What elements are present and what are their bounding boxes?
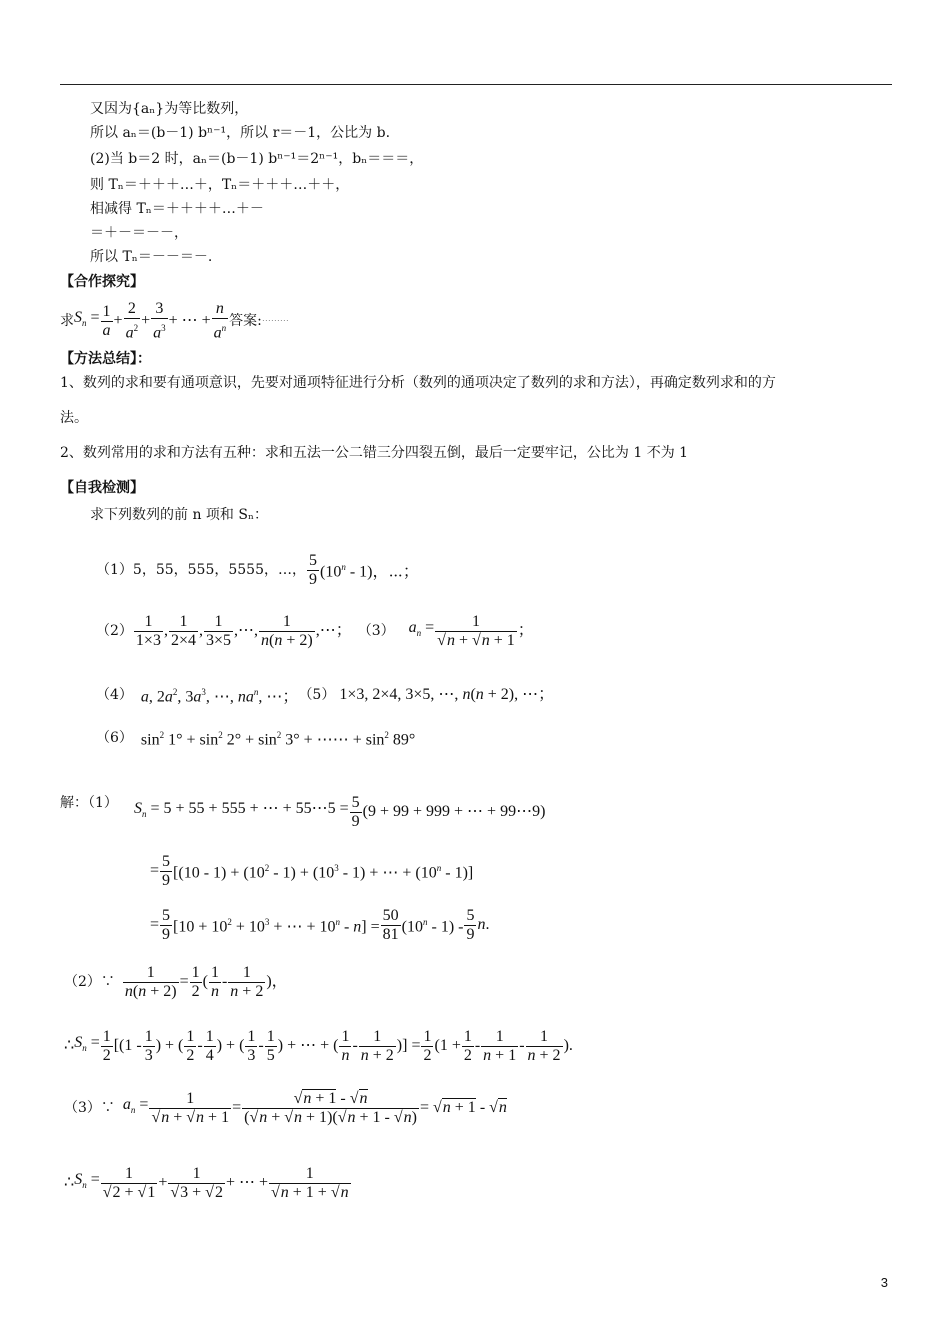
text-line: (2)当 b＝2 时，aₙ＝(b－1) bⁿ⁻¹＝2ⁿ⁻¹，bₙ＝＝＝， xyxy=(90,151,424,167)
coop-formula: 求 $S_n$ = $\frac{1}{a}$ + $\frac{2}{a^2}$ + $\frac{3}{a^3}$ + ⋯ + $\frac{n}{a^n}$ 答案: ⋯⋯⋯ xyxy=(60,299,289,342)
coop-prefix: 求 xyxy=(60,313,74,329)
problem-4-label: （4） xyxy=(96,687,133,703)
text-line: 又因为{aₙ}为等比数列， xyxy=(90,101,249,117)
solution-1-line-2: = $\frac{5}{9}$ [$(10 - 1) + (10^2 - 1) + (10^3 - 1)$ + ⋯ + $(10^n - 1)$] xyxy=(150,852,474,889)
problem-1-label: （1）5，55，555，5555，…， xyxy=(96,562,306,578)
answer-image: ⋯⋯⋯ xyxy=(261,316,289,326)
problem-2-label: （2） xyxy=(96,623,133,639)
method-item-1: 1、数列的求和要有通项意识，先要对通项特征进行分析（数列的通项决定了数列的求和方法），再确定数列求和的方 xyxy=(60,375,776,391)
text-line: 则 Tₙ＝＋＋＋…＋，Tₙ＝＋＋＋…＋＋， xyxy=(90,177,350,193)
text-line: 所以 Tₙ＝－－＝－. xyxy=(90,249,213,265)
text-line: ＝＋－＝－－， xyxy=(90,225,188,241)
solution-1-line-3: = $\frac{5}{9}$ [$10 + 10^2 + 10^3$ + ⋯ + $10^n - n$] = $\frac{50}{81}$ (10$^n$ - 1) - $\frac{5}{9}$ n . xyxy=(150,906,490,943)
problem-6: （6） $\sin^2 1^\circ + \sin^2 2^\circ + \sin^2 3^\circ$ + ⋯⋯ + $\sin^2 89^\circ$ xyxy=(96,730,416,749)
problem-5-label: （5） xyxy=(298,687,336,703)
solution-3-label: （3）∵ xyxy=(64,1100,115,1116)
method-item-1-cont: 法。 xyxy=(60,410,88,426)
solution-2-line-2: ∴ $S_n$ = $\frac{1}{2}$ [(1 - $\frac{1}{3}$ ) + ( $\frac{1}{2}$ - $\frac{1}{4}$ ) + ( $\frac{1}{3}$ - $\frac{1}{5}$ ) + ⋯ + ( $\frac{1}{n}$ - $\frac{1}{n + 2}$ )] = $\frac{1}{2}$ (1 + $\frac{1}{2}$ - $\frac{1}{n + 1}$ - $\frac{1}{n + 2}$ ). xyxy=(64,1027,573,1064)
problem-3-label: （3） xyxy=(357,623,395,639)
method-item-2: 2、数列常用的求和方法有五种：求和五法一公二错三分四裂五倒，最后一定要牢记，公比为 1 不为 1 xyxy=(60,445,689,461)
text-line: 相减得 Tₙ＝＋＋＋＋…＋－ xyxy=(90,201,264,217)
solution-1-line-1: $S_n = 5 + 55 + 555$ + ⋯ + 55⋯5 = $\frac{5}{9}$ (9 + 99 + 999 + ⋯ + 99⋯9) xyxy=(134,793,546,830)
solution-3-line-2: ∴ $S_n$ = $\frac{1}{√2 + √1}$ + $\frac{1}{√3 + √2}$ + ⋯ + $\frac{1}{√n + 1 + √n}$ xyxy=(64,1164,349,1201)
solution-2-line-1: （2）∵ $\frac{1}{n(n + 2)}$ = $\frac{1}{2}$ ( $\frac{1}{n}$ - $\frac{1}{n + 2}$ )， xyxy=(64,963,288,1000)
section-heading-coop: 【合作探究】 xyxy=(60,274,144,290)
section-heading-method: 【方法总结】： xyxy=(60,351,151,367)
solution-label: 解：（1） xyxy=(60,795,118,811)
coop-answer-label: 答案: xyxy=(229,313,262,329)
header-rule xyxy=(60,84,892,85)
therefore-symbol: ∴ xyxy=(64,1037,75,1054)
problem-4-5: （4） a, $2a^2$, $3a^3$, ⋯, $na^n$, ⋯； （5） 1×3, 2×4, 3×5, ⋯, n(n + 2), ⋯； xyxy=(96,686,555,706)
section-heading-selftest: 【自我检测】 xyxy=(60,480,144,496)
selftest-intro: 求下列数列的前 n 项和 Sₙ： xyxy=(90,507,269,523)
therefore-symbol: ∴ xyxy=(64,1174,75,1191)
page-number: 3 xyxy=(880,1275,888,1290)
problem-1: （1）5，55，555，5555，…， $\frac{5}{9}$ (10$^n$ - 1)，⋯； xyxy=(96,551,419,588)
problem-2-3: （2） $\frac{1}{1\times 3}$ , $\frac{1}{2\times 4}$ , $\frac{1}{3\times 5}$ ,⋯, $\frac{1}{n(n + 2)}$ ,⋯； （3） $a_n$ = $\frac{1}{√n + √n + 1}$ ； xyxy=(96,612,534,649)
solution-3-line-1: （3）∵ $a_n$ = $\frac{1}{√n + √n + 1}$ = $\frac{√n + 1 - √n}{(√n + √n + 1)(√n + 1 - √n)}$ = √n + 1 - √n xyxy=(64,1089,507,1126)
solution-2-label: （2）∵ xyxy=(64,974,115,990)
text-line: 所以 aₙ＝(b－1) bⁿ⁻¹，所以 r＝－1，公比为 b. xyxy=(90,125,391,141)
problem-6-label: （6） xyxy=(96,730,133,746)
